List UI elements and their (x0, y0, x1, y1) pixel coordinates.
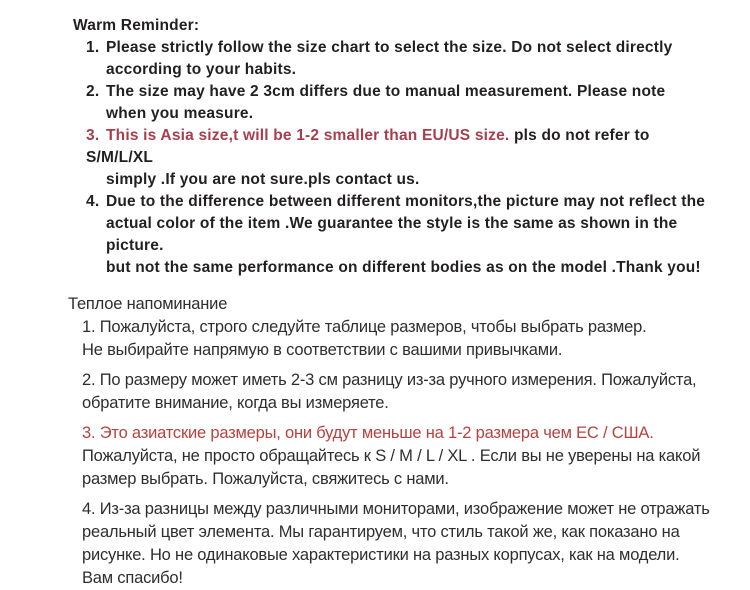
russian-item-4-line-4: Вам спасибо! (82, 569, 183, 587)
russian-item-3-line-2: Пожалуйста, не просто обращайтесь к S / M / L / XL . Если вы не уверены на какой (82, 447, 701, 465)
item-number: 3. (86, 127, 100, 144)
item-text: The size may have 2 3cm differs due to manual measurement. Please note (106, 83, 666, 100)
english-item-3 (73, 125, 710, 191)
item-number: 2. (86, 83, 100, 100)
english-item-2 (73, 81, 710, 125)
item-text-red-highlight: This is Asia size,t will be 1-2 smaller than EU/US size. (106, 127, 510, 144)
russian-item-1-line-1: 1. Пожалуйста, строго следуйте таблице размеров, чтобы выбрать размер. (82, 318, 647, 336)
russian-item-4 (68, 498, 720, 590)
russian-item-1-line-2: Не выбирайте напрямую в соответствии с вашими привычками. (82, 341, 563, 359)
item-number: 1. (86, 39, 100, 56)
item-text: Due to the difference between different monitors,the picture may not reflect the (106, 193, 706, 210)
english-item-4-line-2: actual color of the item .We guarantee the style is the same as shown in the picture. (106, 215, 678, 254)
russian-reminder-section (0, 293, 750, 590)
russian-item-4-line-2: реальный цвет элемента. Мы гарантируем, что стиль такой же, как показано на (82, 523, 680, 541)
russian-item-3-line-1-red-highlight: 3. Это азиатские размеры, они будут меньше на 1-2 размера чем ЕС / США. (82, 424, 654, 442)
russian-item-3-line-3: размер выбрать. Пожалуйста, свяжитесь с нами. (82, 470, 449, 488)
english-item-4-line-1 (73, 191, 710, 213)
english-reminder-section (0, 0, 750, 279)
russian-item-1 (68, 316, 720, 362)
english-item-4 (73, 191, 710, 279)
russian-item-4-line-3: рисунке. Но не одинаковые характеристики на разных корпусах, как на модели. (82, 546, 680, 564)
russian-item-2 (68, 369, 720, 415)
item-text: Please strictly follow the size chart to select the size. Do not select directly (106, 39, 673, 56)
english-item-2-line-1 (73, 81, 710, 103)
english-item-3-line-1 (73, 125, 710, 169)
russian-item-3 (68, 422, 720, 491)
english-item-1 (73, 37, 710, 81)
russian-item-2-line-1: 2. По размеру может иметь 2-3 см разницу из-за ручного измерения. Пожалуйста, (82, 371, 697, 389)
russian-title: Теплое напоминание (68, 295, 228, 313)
english-item-1-line-2: according to your habits. (106, 61, 297, 78)
english-item-4-line-3: but not the same performance on different bodies as on the model .Thank you! (106, 259, 701, 276)
russian-item-2-line-2: обратите внимание, когда вы измеряете. (82, 394, 389, 412)
item-text: pls do not refer to S/M/L/XL (86, 127, 650, 166)
russian-item-4-line-1: 4. Из-за разницы между различными мониторами, изображение может не отражать (82, 500, 710, 518)
english-item-2-line-2: when you measure. (106, 105, 254, 122)
english-item-1-line-1 (73, 37, 710, 59)
english-title: Warm Reminder: (73, 17, 200, 34)
item-number: 4. (86, 193, 100, 210)
english-item-3-line-2: simply .If you are not sure.pls contact us. (106, 171, 420, 188)
